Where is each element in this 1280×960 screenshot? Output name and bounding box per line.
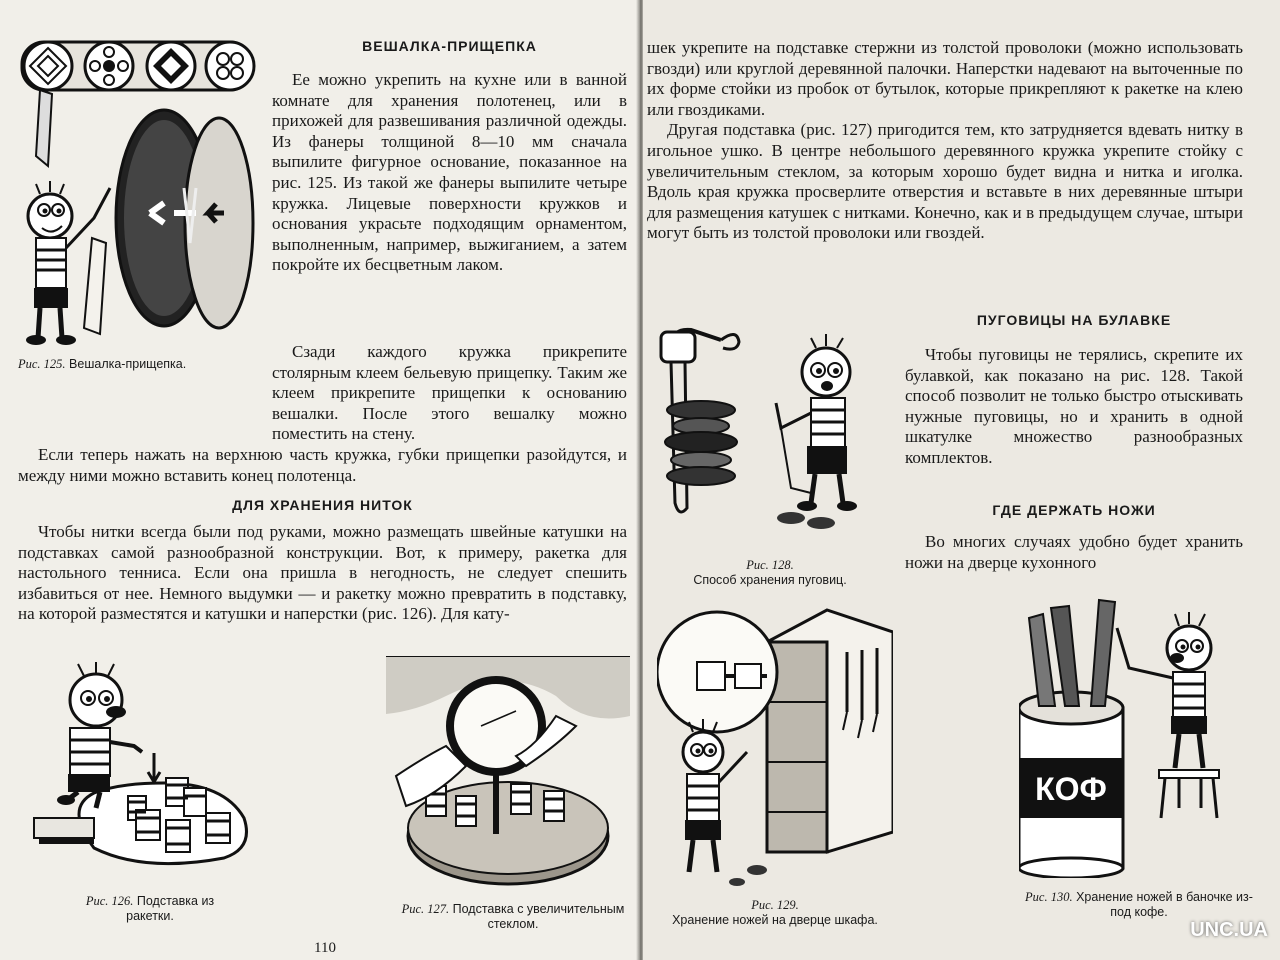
caption-128-number: Рис. 128. xyxy=(746,558,794,572)
caption-128-text: Способ хранения пуговиц. xyxy=(693,573,847,587)
heading-buttons: ПУГОВИЦЫ НА БУЛАВКЕ xyxy=(976,312,1172,328)
knives-text-block xyxy=(905,532,1243,573)
can-label: КОФ xyxy=(1035,771,1107,807)
caption-129 xyxy=(657,898,893,928)
caption-128 xyxy=(657,558,883,588)
buttons-text-block xyxy=(905,345,1243,469)
threads-text-block xyxy=(18,522,627,625)
threads-paragraph-2: Другая подставка (рис. 127) пригодится тем, кто затрудняется вдевать нитку в игольное ушко. В центре небольшого деревянного кружка укрепите стойку с увеличительным стеклом, за которым хорошо будет видна и нитка и иголка. Вдоль края кружка просверлите отверстия и вставьте в них деревянные штыри для размещения катушек с нитками. Конечно, как и в предыдущем случае, штыри могут быть из толстой проволоки или гвоздей. xyxy=(647,120,1243,243)
figure-125-hanger xyxy=(14,38,260,348)
watermark-text: UNC.UA xyxy=(1190,919,1268,941)
caption-126-text: Подставка из ракетки. xyxy=(126,894,215,923)
caption-129-text: Хранение ножей на дверце шкафа. xyxy=(672,913,878,927)
heading-hanger: ВЕШАЛКА-ПРИЩЕПКА xyxy=(362,38,537,54)
heading-threads: ДЛЯ ХРАНЕНИЯ НИТОК xyxy=(232,497,413,513)
right-page xyxy=(643,0,1280,960)
caption-129-number: Рис. 129. xyxy=(751,898,799,912)
caption-130 xyxy=(1023,890,1255,920)
figure-129-cabinet-knives xyxy=(657,602,893,894)
hanger-paragraph-1: Ее можно укрепить на кухне или в ванной комнате для хранения полотенец, или в прихожей для развешивания различной одежды. Из фанеры толщиной 8—10 мм сначала выпилите фигурное основание, показанное на рис. 125. Из такой же фанеры выпилите четыре кружка. Лицевые поверхности кружков и основания украсьте подходящим орнаментом, выполненным, например, выжиганием, а затем покройте их бесцветным лаком. xyxy=(272,70,627,275)
figure-128-buttons-pin xyxy=(651,318,889,536)
caption-127-text: Подставка с увеличительным стеклом. xyxy=(452,902,625,931)
hanger-paragraph-3: Если теперь нажать на верхнюю часть кружка, губки прищепки разойдутся, и между ними можно вставить конец полотенца. xyxy=(18,444,627,485)
threads-continued-block xyxy=(647,38,1243,244)
caption-126 xyxy=(70,894,230,924)
hanger-paragraph-2: Сзади каждого кружка прикрепите столярным клеем бельевую прищепку. Таким же клеем прикрепите прищепки к основанию вешалки. После этого вешалку можно поместить на стену. xyxy=(272,342,627,444)
left-page xyxy=(0,0,638,960)
figure-126-racket-stand xyxy=(24,658,250,880)
figure-130-coffee-can-knives xyxy=(1019,588,1251,878)
caption-126-number: Рис. 126. xyxy=(85,894,134,908)
threads-continued-paragraph: шек укрепите на подставке стержни из толстой проволоки (можно использовать гвозди) или круглой деревянной палочки. Наперстки надевают на выточенные по их форме стойки из пробок от бутылок, которые прикрепляют к ракетке на клею или гвоздиками. xyxy=(647,38,1243,119)
caption-125-text: Вешалка-прищепка. xyxy=(69,357,187,371)
threads-paragraph-1: Чтобы нитки всегда были под руками, можно размещать швейные катушки на подставках самой разнообразной конструкции. Вот, к примеру, ракетка для настольного тенниса. Если она пришла в негодность, не следует спешить избавиться от нее. Немного выдумки — и ракетку можно превратить в подставку, на которой разместятся и катушки и наперстки (рис. 126). Для кату- xyxy=(18,522,627,624)
buttons-paragraph: Чтобы пуговицы не терялись, скрепите их булавкой, как показано на рис. 128. Такой способ позволит не только быстро отыскивать нужные пуговицы, но и хранить в одной шкатулке множество разнообразных комплектов. xyxy=(905,345,1243,467)
watermark-logo xyxy=(1190,919,1268,942)
page-number: 110 xyxy=(314,940,336,956)
figure-127-magnifier-stand xyxy=(386,656,630,898)
caption-127-number: Рис. 127. xyxy=(401,902,450,916)
caption-130-number: Рис. 130. xyxy=(1025,890,1073,904)
caption-125-number: Рис. 125. xyxy=(18,357,66,371)
hanger-text-block xyxy=(272,70,627,276)
knives-paragraph: Во многих случаях удобно будет хранить ножи на дверце кухонного xyxy=(905,532,1243,572)
heading-knives: ГДЕ ДЕРЖАТЬ НОЖИ xyxy=(992,502,1156,518)
caption-130-text: Хранение ножей в баночке из-под кофе. xyxy=(1076,890,1253,919)
caption-127 xyxy=(398,902,628,932)
hanger-text-block-2 xyxy=(18,342,627,486)
